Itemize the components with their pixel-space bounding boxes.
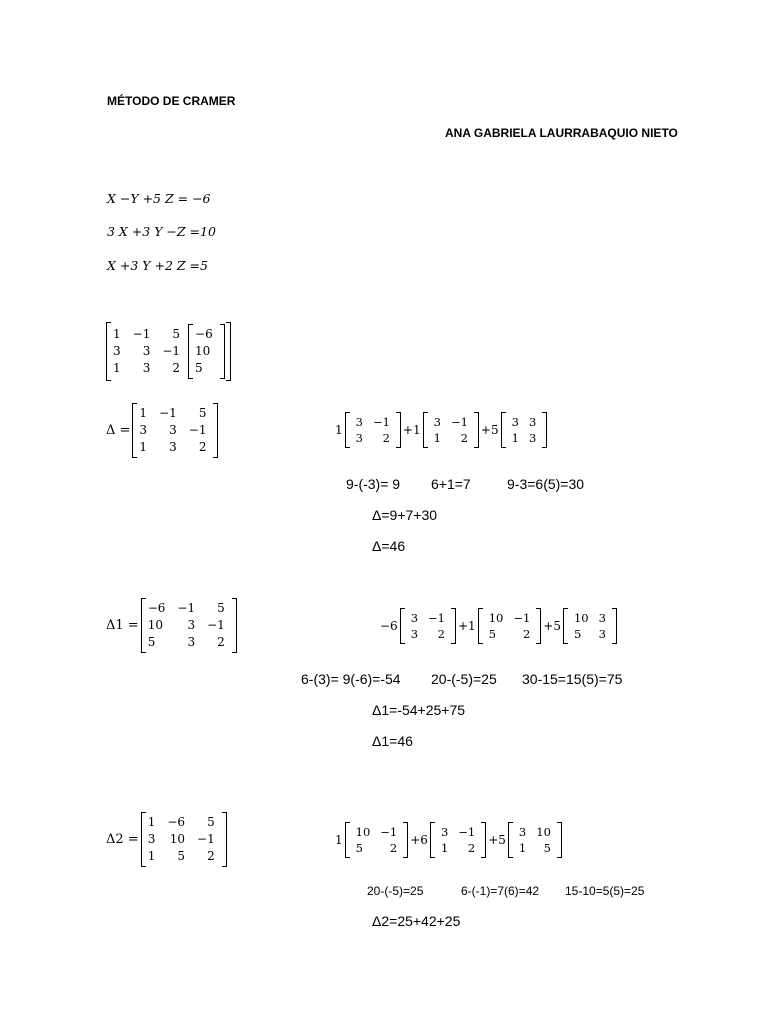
matrix-row: [436, 840, 480, 856]
matrix-row: [514, 824, 556, 840]
matrix-cell: 1: [113, 327, 121, 341]
delta2-coef-3: +5: [488, 833, 506, 847]
matrix-cell: 3: [410, 611, 419, 625]
augmented-matrix: [106, 322, 231, 381]
delta1-matrix: [147, 600, 231, 651]
matrix-cell: 5: [355, 841, 363, 855]
matrix-cell: 5: [573, 627, 582, 641]
matrix-row: [147, 848, 221, 865]
matrix-cell: 5: [488, 627, 497, 641]
delta2-minor-2: [436, 824, 480, 856]
matrix-cell: −6: [167, 815, 186, 829]
matrix-cell: 1: [511, 431, 519, 445]
matrix-row: [194, 343, 219, 360]
delta2-minor-3: [514, 824, 556, 856]
delta-coef-3: +5: [480, 423, 499, 437]
delta-sum: Δ=9+7+30: [372, 507, 438, 523]
matrix-row: [569, 626, 611, 642]
delta1-result: Δ1=46: [372, 733, 413, 749]
matrix-cell: 1: [139, 440, 148, 454]
matrix-row: [406, 626, 450, 642]
matrix-cell: 10: [147, 618, 163, 632]
matrix-row: [138, 405, 212, 422]
delta1-coef-3: +5: [543, 619, 561, 633]
matrix-row: [429, 414, 473, 430]
delta-coef-2: +1: [402, 423, 421, 437]
delta1-minor-2: [484, 610, 536, 642]
delta1-coef-2: +1: [457, 619, 476, 633]
matrix-cell: 2: [217, 635, 225, 649]
matrix-cell: 3: [518, 825, 527, 839]
matrix-cell: 3: [169, 440, 177, 454]
matrix-row: [112, 326, 186, 343]
delta2-calc-1: 20-(-5)=25: [367, 884, 424, 898]
delta-calc-1: 9-(-3)= 9: [346, 476, 401, 492]
delta-expansion: [333, 412, 547, 448]
delta-minor-3: [507, 414, 542, 446]
delta2-label: Δ2 =: [106, 832, 139, 847]
matrix-cell: 2: [460, 431, 468, 445]
matrix-cell: 2: [382, 431, 390, 445]
matrix-cell: 1: [440, 841, 449, 855]
matrix-row: [147, 600, 231, 617]
matrix-row: [514, 840, 556, 856]
matrix-cell: −6: [147, 601, 166, 615]
document-title: MÉTODO DE CRAMER: [107, 94, 236, 108]
matrix-cell: −1: [428, 611, 445, 625]
matrix-cell: 5: [147, 635, 156, 649]
matrix-row: [138, 439, 212, 456]
matrix-cell: 3: [355, 431, 363, 445]
delta1-sum: Δ1=-54+25+75: [372, 702, 466, 718]
matrix-row: [484, 610, 536, 626]
equation-1: X −Y +5 Z = −6: [107, 191, 211, 206]
equation-3: X +3 Y +2 Z =5: [107, 258, 208, 273]
matrix-cell: −1: [372, 415, 390, 429]
delta1-coef-1: −6: [380, 619, 398, 633]
matrix-cell: −6: [195, 327, 213, 341]
matrix-cell: 3: [410, 627, 419, 641]
delta2-sum: Δ2=25+42+25: [372, 913, 461, 929]
delta2-definition: [106, 812, 227, 867]
matrix-cell: 10: [355, 825, 371, 839]
matrix-row: [436, 824, 480, 840]
matrix-cell: 1: [433, 431, 441, 445]
matrix-row: [507, 414, 542, 430]
delta2-expansion: [333, 822, 562, 858]
delta-coef-1: 1: [335, 423, 343, 437]
delta1-minor-1: [406, 610, 450, 642]
matrix-row: [194, 360, 219, 377]
matrix-cell: 2: [389, 841, 398, 855]
matrix-cell: 3: [187, 618, 196, 632]
delta1-label: Δ1 =: [106, 618, 139, 633]
delta1-minor-3: [569, 610, 611, 642]
matrix-row: [147, 831, 221, 848]
matrix-cell: −1: [177, 601, 196, 615]
matrix-cell: 10: [488, 611, 504, 625]
delta-result: Δ=46: [372, 538, 406, 554]
matrix-cell: 3: [528, 431, 537, 445]
matrix-row: [351, 840, 403, 856]
delta2-coef-1: 1: [335, 833, 343, 847]
matrix-cell: 1: [147, 849, 156, 863]
matrix-cell: −1: [513, 611, 531, 625]
delta1-calc-2: 20-(-5)=25: [431, 671, 497, 687]
matrix-cell: 3: [142, 361, 151, 375]
matrix-cell: −1: [207, 618, 225, 632]
delta2-calc-3: 15-10=5(5)=25: [565, 884, 645, 898]
matrix-row: [194, 326, 219, 343]
matrix-row: [429, 430, 473, 446]
delta-minor-1: [351, 414, 395, 446]
matrix-cell: 3: [511, 415, 519, 429]
delta-label: Δ =: [106, 423, 131, 438]
matrix-cell: 3: [147, 832, 156, 846]
delta1-definition: [106, 598, 237, 653]
rhs-table: [194, 326, 219, 377]
matrix-cell: 2: [207, 849, 215, 863]
delta-minor-2: [429, 414, 473, 446]
matrix-cell: 5: [195, 361, 203, 375]
matrix-row: [147, 634, 231, 651]
matrix-cell: 5: [172, 327, 181, 341]
matrix-cell: 3: [169, 423, 177, 437]
matrix-cell: 2: [172, 361, 181, 375]
matrix-cell: −1: [188, 423, 207, 437]
matrix-cell: 10: [536, 825, 551, 839]
delta-calc-3: 9-3=6(5)=30: [507, 476, 585, 492]
matrix-row: [351, 414, 395, 430]
delta2-minor-1: [351, 824, 403, 856]
matrix-cell: 2: [437, 627, 445, 641]
delta-definition: [106, 403, 218, 458]
matrix-cell: −1: [458, 825, 476, 839]
matrix-cell: −1: [380, 825, 398, 839]
matrix-cell: 2: [467, 841, 476, 855]
matrix-cell: 3: [142, 344, 151, 358]
matrix-cell: 1: [147, 815, 156, 829]
matrix-cell: 5: [198, 406, 207, 420]
matrix-cell: 2: [198, 440, 207, 454]
author-name: ANA GABRIELA LAURRABAQUIO NIETO: [445, 126, 678, 140]
matrix-cell: 3: [440, 825, 449, 839]
rhs-bracket: [188, 324, 225, 379]
delta-matrix: [138, 405, 212, 456]
matrix-cell: −1: [197, 832, 215, 846]
matrix-cell: 1: [139, 406, 148, 420]
matrix-row: [484, 626, 536, 642]
matrix-row: [112, 343, 186, 360]
matrix-cell: −1: [132, 327, 151, 341]
matrix-cell: 2: [522, 627, 531, 641]
delta1-expansion: [378, 608, 617, 644]
matrix-cell: 3: [528, 415, 537, 429]
matrix-cell: 10: [195, 344, 211, 358]
delta2-calc-2: 6-(-1)=7(6)=42: [461, 884, 540, 898]
matrix-cell: 1: [113, 361, 121, 375]
matrix-cell: −1: [159, 406, 177, 420]
matrix-cell: 10: [169, 832, 186, 846]
delta1-calc-1: 6-(3)= 9(-6)=-54: [301, 671, 401, 687]
matrix-cell: 3: [433, 415, 441, 429]
matrix-cell: 5: [217, 601, 225, 615]
matrix-cell: 3: [187, 635, 196, 649]
coefficient-table: [112, 326, 186, 377]
matrix-cell: 3: [355, 415, 363, 429]
matrix-cell: −1: [162, 344, 181, 358]
matrix-row: [507, 430, 542, 446]
augmented-bracket: [106, 322, 231, 381]
delta-calc-2: 6+1=7: [431, 476, 471, 492]
matrix-cell: 3: [598, 611, 606, 625]
matrix-row: [138, 422, 212, 439]
matrix-cell: 3: [113, 344, 121, 358]
matrix-row: [147, 814, 221, 831]
matrix-cell: 5: [207, 815, 215, 829]
matrix-cell: 3: [598, 627, 606, 641]
matrix-cell: 10: [573, 611, 589, 625]
matrix-row: [147, 617, 231, 634]
delta1-calc-3: 30-15=15(5)=75: [522, 671, 623, 687]
matrix-cell: 3: [139, 423, 148, 437]
matrix-row: [112, 360, 186, 377]
delta2-coef-2: +6: [410, 833, 428, 847]
matrix-row: [351, 430, 395, 446]
equation-2: 3 X +3 Y −Z =10: [107, 224, 216, 239]
matrix-cell: −1: [450, 415, 468, 429]
matrix-cell: 5: [543, 841, 551, 855]
matrix-row: [351, 824, 403, 840]
matrix-cell: 5: [177, 849, 186, 863]
matrix-cell: 1: [518, 841, 527, 855]
matrix-row: [569, 610, 611, 626]
delta2-matrix: [147, 814, 221, 865]
matrix-row: [406, 610, 450, 626]
